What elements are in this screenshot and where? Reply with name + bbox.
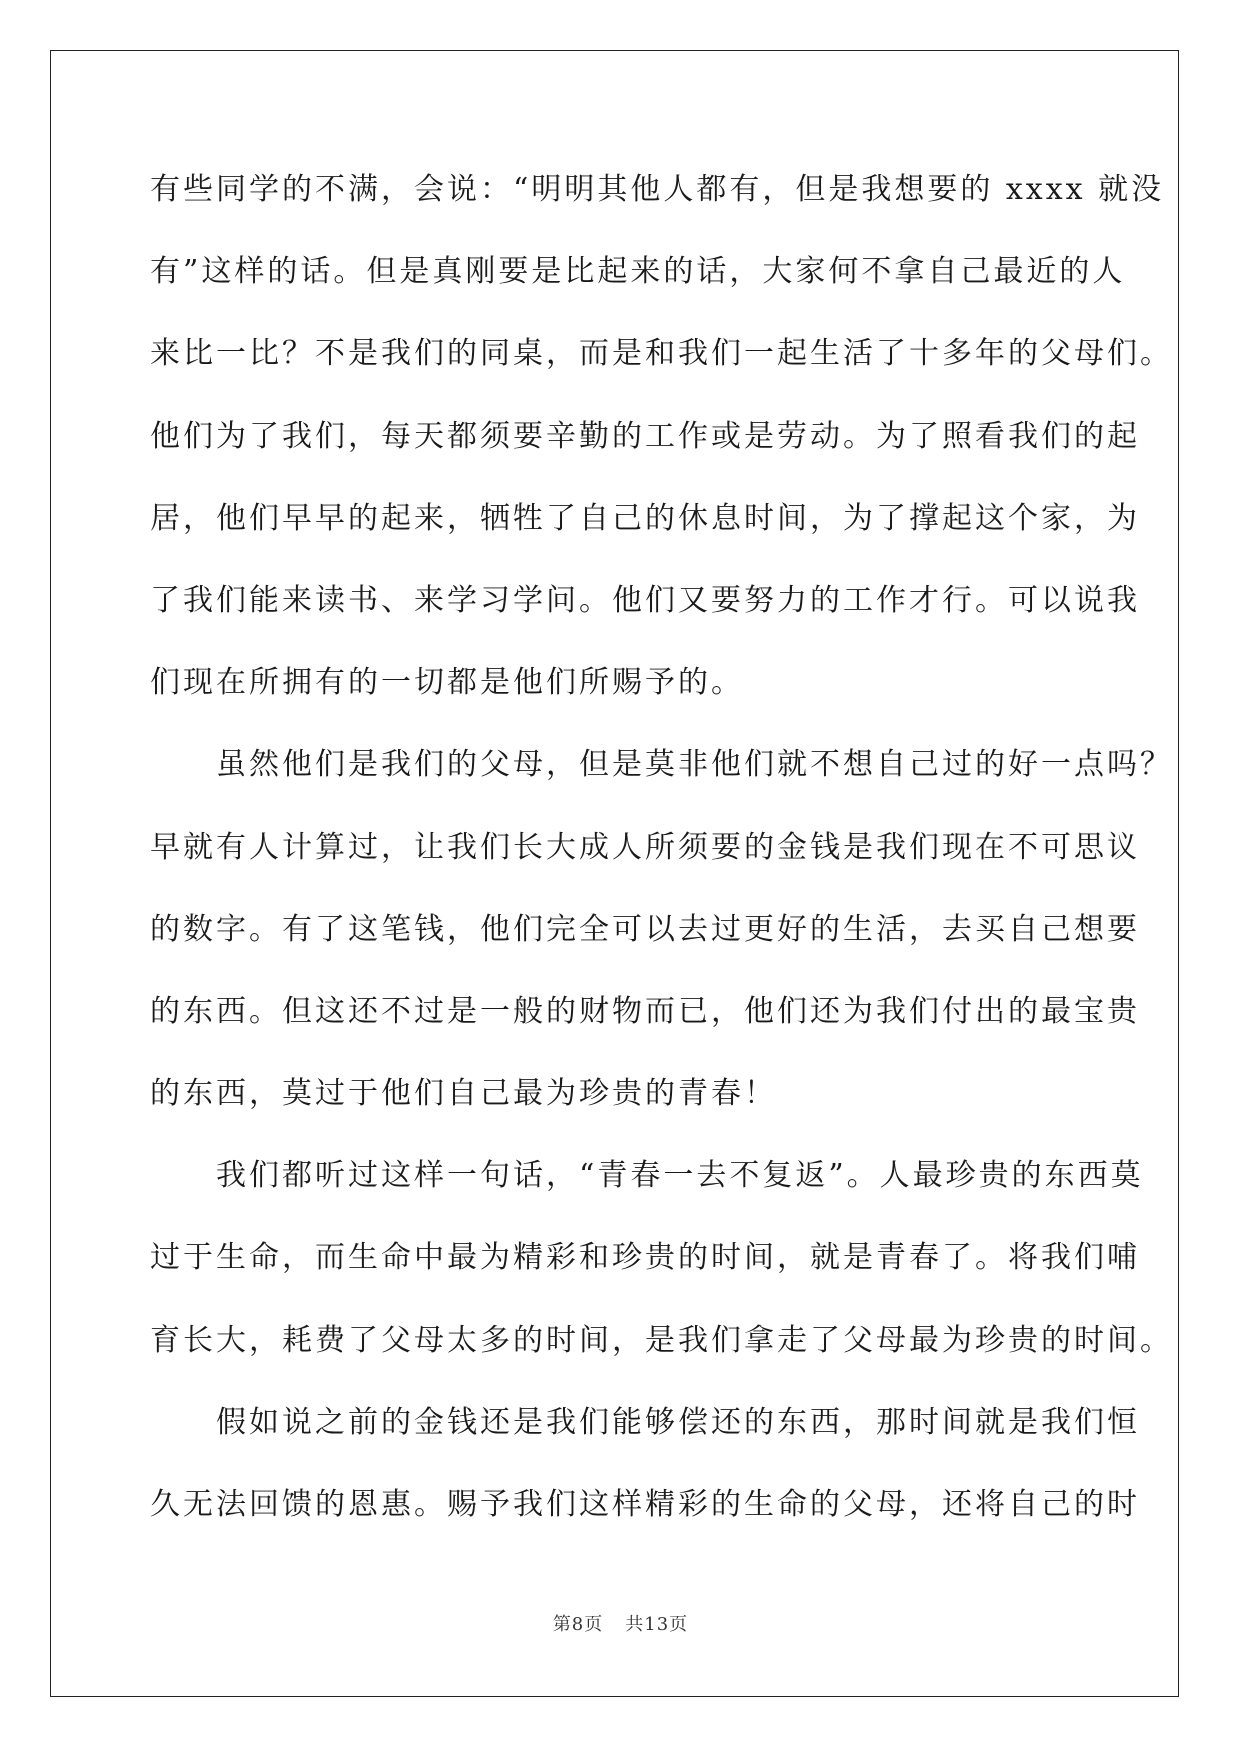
text-line: 的东西，莫过于他们自己最为珍贵的青春！ [150, 1076, 777, 1112]
text-line: 来比一比？不是我们的同桌，而是和我们一起生活了十多年的父母们。 [150, 336, 1173, 372]
page-footer [0, 1610, 1241, 1636]
text-line: 的数字。有了这笔钱，他们完全可以去过更好的生活，去买自己想要 [150, 911, 1140, 947]
text-line: 有”这样的话。但是真刚要是比起来的话，大家何不拿自己最近的人 [150, 254, 1126, 290]
text-line: 居，他们早早的起来，牺牲了自己的休息时间，为了撑起这个家，为 [150, 500, 1140, 536]
page-number-current: 第8页 [552, 1614, 604, 1635]
text-line: 的东西。但这还不过是一般的财物而已，他们还为我们付出的最宝贵 [150, 993, 1140, 1029]
text-line: 有些同学的不满，会说：“明明其他人都有，但是我想要的 xxxx 就没 [150, 172, 1165, 207]
text-line: 过于生命，而生命中最为精彩和珍贵的时间，就是青春了。将我们哺 [150, 1240, 1140, 1276]
text-line: 久无法回馈的恩惠。赐予我们这样精彩的生命的父母，还将自己的时 [150, 1487, 1140, 1522]
page-number-total: 共13页 [625, 1614, 689, 1635]
text-line: 了我们能来读书、来学习学问。他们又要努力的工作才行。可以说我 [150, 582, 1140, 618]
document-body [150, 162, 1173, 1559]
text-line: 们现在所拥有的一切都是他们所赐予的。 [150, 665, 744, 701]
text-line: 育长大，耗费了父母太多的时间，是我们拿走了父母最为珍贵的时间。 [150, 1322, 1173, 1358]
text-line: 我们都听过这样一句话，“青春一去不复返”。人最珍贵的东西莫 [150, 1158, 1144, 1194]
text-line: 假如说之前的金钱还是我们能够偿还的东西，那时间就是我们恒 [150, 1404, 1140, 1440]
text-line: 虽然他们是我们的父母，但是莫非他们就不想自己过的好一点吗？ [150, 747, 1173, 783]
text-line: 他们为了我们，每天都须要辛勤的工作或是劳动。为了照看我们的起 [150, 418, 1140, 454]
text-line: 早就有人计算过，让我们长大成人所须要的金钱是我们现在不可思议 [150, 829, 1140, 865]
